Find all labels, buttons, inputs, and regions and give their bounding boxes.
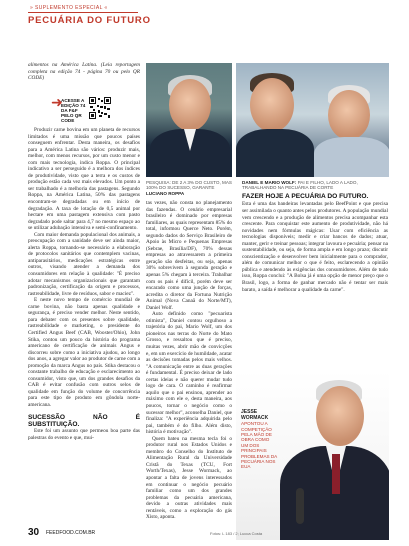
section-kicker: » SUPLEMENTO ESPECIAL « — [30, 5, 108, 11]
paragraph: Quem bateu na mesma tecla foi o produtor rural nos Estados Unidos e membro do Conselho do Instituto de Alimentação Rural da Universidade Cristã do Texas (TCU, Fort Worth/Texas), Jesse Wormack, ao apontar a falta de jovens interessados em continuar o negócio pecuário familiar como um dos grandes problemas da pecuária americana, devido a outras atividades mais rentáveis, como a exploração do gás Xisto, aponta. — [146, 435, 232, 521]
column-1-intro — [28, 62, 140, 82]
photo-luciano-roppa — [146, 63, 232, 177]
photo-caption — [242, 180, 387, 191]
column-2 — [146, 200, 232, 521]
page-number: 30 — [28, 527, 40, 538]
paragraph: E neste novo tempo de comércio mundial de carne bovina, não basta apenas qualidade e segurança, é preciso vender melhor. Neste sentido, para debater com os presentes sobre qualidade, rastreabilidade e marketing, o presidente do Certified Angus Beef (CAB, Wooster/Ohio), John Stika, contou um pouco da história do programa americano de certificação de animais Angus e discorreu sobre como a iniciativa ajudou, ao longo dos anos, a agregar valor ao produtor de carne com a promoção da marca Angus no país. Stika destacou o constante trabalho de educação e esclarecimento ao consumidor, visto que, um dos grandes desafios da CAB é evitar confusão com outros selos de qualidade em função do volume de concorrência para este tipo de produto em gôndola norte-americana. — [28, 297, 140, 408]
photo-credit: Fotos: L 183 / 2; Lucca Costa — [210, 531, 263, 536]
paragraph: Este foi um assunto que permeou boa parte das palestras do evento e que, mui- — [28, 428, 140, 441]
qr-caption: ACESSE A EDIÇÃO 74 DA F&F PELO QR CODE — [61, 98, 86, 123]
subheading: SUCESSÃO NÃO É SUBSTITUIÇÃO. — [28, 413, 140, 428]
photo-caption — [146, 180, 232, 196]
paragraph: Com maior demanda populacional dos animais, a preocupação com a sanidade deve ser ainda maior, alerta Roppa, tornando-se necessário a elaboração de protocolos sanitários que contemplem vacinas, antiparasitários, medicações estratégicas entre outros, visando atender a demanda dos consumidores em relação à qualidade: "É preciso adotar mecanismos organizacionais que garantam padronização, certificação da origem e processos, rastreabilidade, livre de resíduos, sabor e maciez". — [28, 231, 140, 297]
caption-text: PESQUISA: DE 2 A 3% DO CUSTO, MAS 100% DO SUCESSO, GARANTE — [146, 180, 232, 191]
caption-name: JESSE WORMACK — [241, 409, 269, 421]
caption-name: DANIEL E MARIO WOLF: — [242, 180, 297, 185]
section-title: PECUÁRIA DO FUTURO — [28, 15, 151, 26]
paragraph: Auto definido como "pecuarista otimista", Daniel contou orgulhoso a trajetória do pai, Mario Wolf, um dos pioneiros nas terras do Norte do Mato Grosso, e ressaltou que é preciso, muitas vezes, abrir mão de convicções e, em um exercício de humildade, acatar as decisões tomadas pelos mais velhos. "A comunicação entre as duas gerações é fundamental. É preciso deixar de lado certas ideias e não querer mudar tudo logo de cara. O caminho é reafirmar aquilo que o pai ensinou, aprender ao máximo com ele e, desta maneira, aos poucos, tornar o negócio como o sucessor melhor", aconselha Daniel, que finaliza: "A experiência adquirida pelo pai, também é do filho. Além disto, história é motivação". — [146, 311, 232, 436]
column-3 — [242, 193, 388, 293]
intro-paragraph: alimentos na América Latina. (Leia reportagem completa na edição 74 - página 70 ou pelo QR CODE) — [28, 62, 140, 82]
arrow-icon: ➜ — [51, 96, 63, 111]
paragraph: Produzir carne bovina em um planeta de recursos limitados é uma missão que poucos países conseguem enfrentar. Desta maneira, os desafios para a América Latina são vários: produzir mais, melhor, com menos recursos, por um custo menor e com mais tecnologia, indica Roppa. O principal indicativo a ser perseguido é a melhora dos índices de produtividade, visto que a terra e os custos de produção estão cada vez mais elevados. Um ponto a ser trabalhado é a melhoria das pastagens. Segundo Roppa, na América Latina, 50% das pastagens encontram-se degradadas ou em início de degradação. A taxa de lotação de 0,5 animal por hectare em uma pastagem extensiva com pasto degradado pode saltar para 4,7 no mesmo espaço ao se utilizar adubação intensiva e semi-confinamento. — [28, 127, 140, 232]
paragraph: tas vezes, não consta no planejamento das fazendas. O cenário empresarial brasileiro é dominado por empresas familiares, as quais representam 85% do total, informou Querce Neto. Porém, segundo dados do Serviço Brasileiro de Apoio às Micro e Pequenas Empresas (Sebrae, Brasília/DF), 70% dessas empresas ao atravessarem a primeira geração são desfeitas, ou seja, apenas 30% sobrevivem à segunda geração e apenas 5% chegam à terceira. Trabalhar com os pais é difícil, porém deve ser encarado como uma junção de forças, acredita o diretor da Fortuna Nutrição Animal (Nova Canaã do Norte/MT), Daniel Wolf. — [146, 200, 232, 311]
caption-text: PAI E FILHO, LADO A LADO, TRABALHANDO NA PECUÁRIA DE CORTE — [242, 180, 358, 191]
caption-name: LUCIANO ROPPA — [146, 190, 185, 196]
qr-code-icon[interactable] — [89, 97, 111, 119]
photo-caption — [241, 410, 277, 470]
subheading: FAZER HOJE A PECUÁRIA DO FUTURO. — [242, 193, 369, 200]
qr-block[interactable] — [50, 96, 112, 123]
photo-daniel-mario-wolf — [236, 63, 389, 177]
caption-text: APONTOU A COMPETIÇÃO PELA MÃO DE OBRA COMO UM DOS PRINCIPAIS PROBLEMAS DA PECUÁRIA NOS EUA — [241, 421, 277, 470]
column-1 — [28, 127, 140, 441]
site-url: FEEDFOOD.COM.BR — [46, 530, 96, 536]
paragraph: Esta é uma das bandeiras levantadas pelo BeefPoint e que precisa ser assimilada o quanto antes pelos produtores. A população mundial vem crescendo e a produção de alimentos precisa acompanhar esta crescente. Para conquistar este aumento de produtividade, não há novidades nem fórmulas mágicas: Usar com eficiência as tecnologias disponíveis; medir e criar bancos de dados; atuar, manter, gerir e treinar pessoas; integrar lavoura e pecuária; pensar na sustentabilidade, ou seja, de forma ampla e em longo prazo; discutir conscientização e desenvolver bem inicialmente para o comprador, além de comunicar melhor o que é feito, esclarecendo a opinião pública e atendendo às exigências dos consumidores. Além de tudo isso, Roppa conclui: "A Bolsa já é uma opção de menor preço que o Brasil, logo, a forma de ganhar mercado não é tentar ser mais barato, a saída é melhorar a qualidade da carne". — [242, 201, 388, 293]
